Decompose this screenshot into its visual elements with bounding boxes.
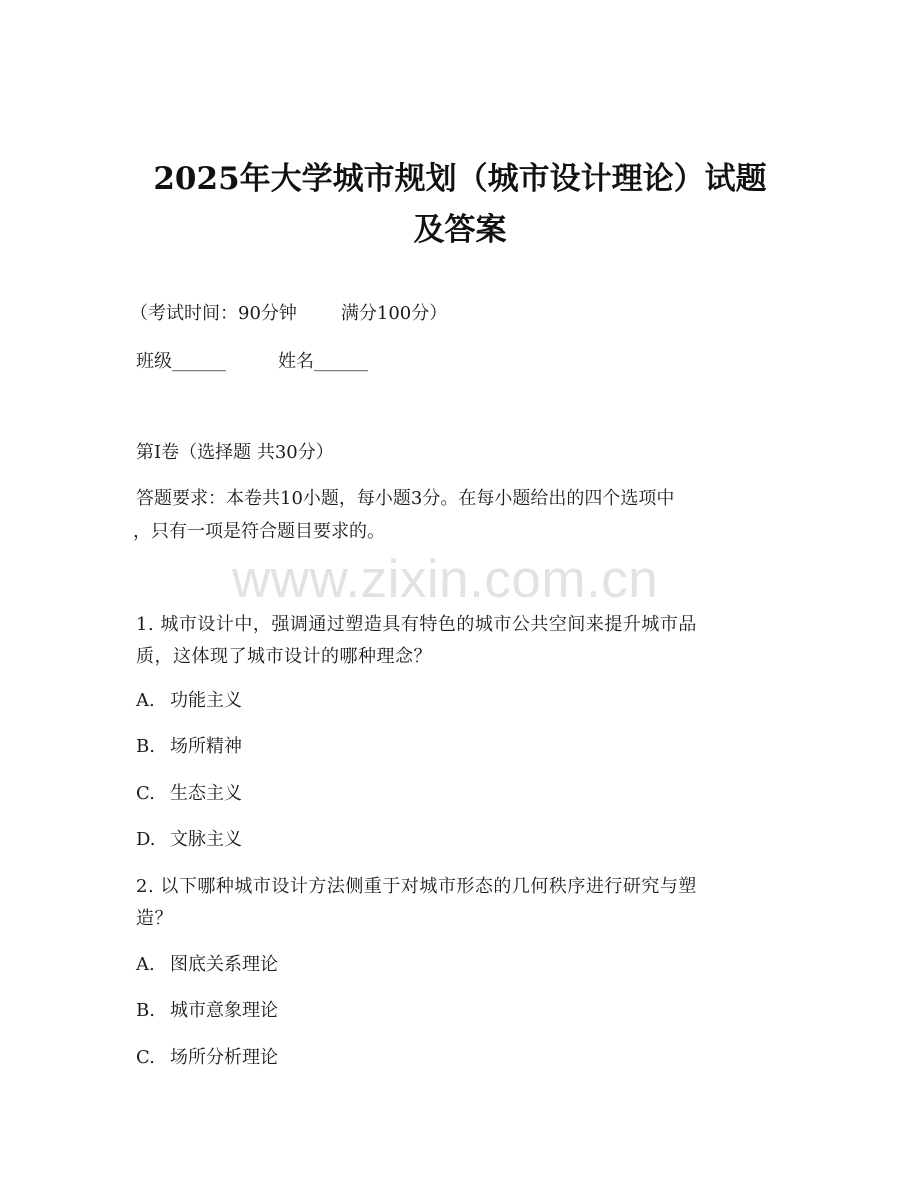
question-1-option-d — [136, 828, 242, 852]
question-2-option-b — [136, 999, 278, 1023]
option-letter: C. — [136, 783, 155, 804]
option-text: 场所精神 — [170, 736, 242, 757]
option-letter: B. — [136, 736, 155, 757]
watermark: www.zixin.com.cn — [232, 550, 659, 609]
instructions-line2: ，只有一项是符合题目要求的。 — [133, 521, 385, 542]
option-text: 生态主义 — [170, 783, 242, 804]
class-field: 班级______ — [136, 351, 226, 372]
option-letter: B. — [136, 1000, 155, 1021]
exam-time: （考试时间：90分钟 — [130, 303, 297, 324]
exam-info — [130, 302, 447, 326]
option-letter: A. — [136, 954, 155, 975]
question-2-text-line2: 造？ — [136, 908, 173, 929]
section-title: 第I卷（选择题 共30分） — [136, 442, 334, 463]
option-text: 文脉主义 — [170, 829, 242, 850]
question-2-text-line1: 2. 以下哪种城市设计方法侧重于对城市形态的几何秩序进行研究与塑 — [136, 876, 697, 897]
option-letter: C. — [136, 1047, 155, 1068]
option-text: 场所分析理论 — [170, 1047, 278, 1068]
instructions-line1: 答题要求：本卷共10小题，每小题3分。在每小题给出的四个选项中 — [136, 488, 675, 509]
question-1-option-c — [136, 782, 242, 806]
question-1-option-b — [136, 735, 242, 759]
option-text: 功能主义 — [170, 690, 242, 711]
question-2-option-c — [136, 1046, 278, 1070]
option-text: 城市意象理论 — [170, 1000, 278, 1021]
student-info — [136, 350, 368, 374]
document-title-line2: 及答案 — [413, 212, 507, 248]
name-field: 姓名______ — [278, 351, 368, 372]
question-2-option-a — [136, 953, 278, 977]
question-1-option-a — [136, 689, 242, 713]
question-1-text-line1: 1. 城市设计中，强调通过塑造具有特色的城市公共空间来提升城市品 — [136, 614, 697, 635]
option-letter: A. — [136, 690, 155, 711]
option-text: 图底关系理论 — [170, 954, 278, 975]
document-title-line1: 2025年大学城市规划（城市设计理论）试题 — [153, 161, 767, 197]
full-score: 满分100分） — [340, 303, 448, 324]
option-letter: D. — [136, 829, 156, 850]
question-1-text-line2: 质，这体现了城市设计的哪种理念？ — [136, 646, 432, 667]
